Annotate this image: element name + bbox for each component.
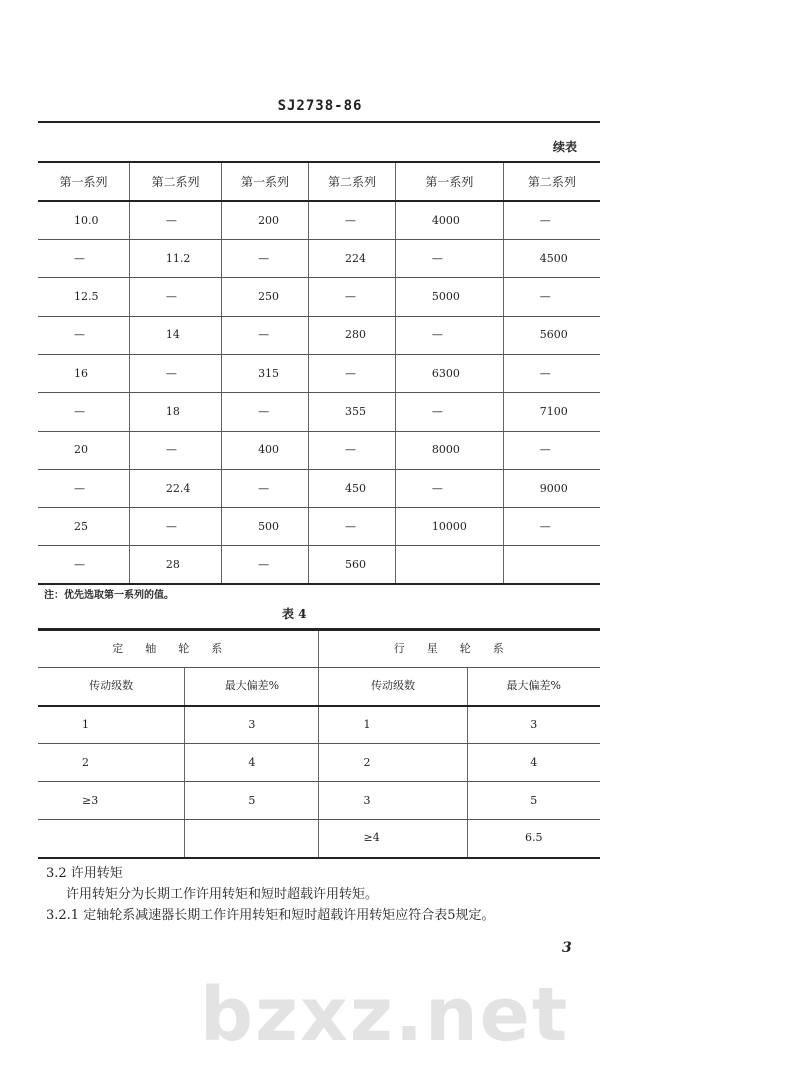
table-row (38, 316, 600, 354)
table-header-row (38, 163, 600, 201)
table-note: 注：优先选取第一系列的值。 (44, 590, 174, 601)
section-heading: 3.2 许用转矩 (46, 866, 123, 881)
table-cell: — (308, 508, 395, 546)
table-cell: 4 (467, 744, 600, 782)
table-cell: 12.5 (38, 278, 129, 316)
table-cell: — (38, 240, 129, 278)
table-cell: — (38, 316, 129, 354)
table-cell: — (503, 201, 600, 239)
table-cell: — (395, 393, 503, 431)
table-cell: 280 (308, 316, 395, 354)
table-caption: 表 4 (282, 607, 307, 621)
table-cell: — (129, 508, 221, 546)
table-cell: 16 (38, 354, 129, 392)
column-header: 传动级数 (319, 668, 467, 706)
table-cell: — (395, 240, 503, 278)
table-cell: 5 (185, 782, 319, 820)
group-header-row (38, 630, 600, 668)
table-row (38, 354, 600, 392)
table-cell: — (38, 393, 129, 431)
table-row (38, 820, 600, 858)
table-cell: 500 (222, 508, 309, 546)
table-cell: ≥3 (38, 782, 185, 820)
table-cell: 4000 (395, 201, 503, 239)
table-cell: — (503, 354, 600, 392)
table-cell: 10000 (395, 508, 503, 546)
table-cell: 1 (38, 706, 185, 744)
table-cell: 355 (308, 393, 395, 431)
series-table (38, 163, 600, 585)
table-cell: 20 (38, 431, 129, 469)
column-header: 第二系列 (129, 163, 221, 201)
paragraph: 许用转矩分为长期工作许用转矩和短时超载许用转矩。 (66, 887, 379, 902)
table-row (38, 546, 600, 584)
table-cell (395, 546, 503, 584)
table-cell: 14 (129, 316, 221, 354)
table-cell: — (222, 546, 309, 584)
table-cell: 450 (308, 469, 395, 507)
table-cell: — (308, 431, 395, 469)
table-cell: 4 (185, 744, 319, 782)
table-cell: 3 (319, 782, 467, 820)
header-rule (38, 121, 600, 123)
column-header: 第二系列 (308, 163, 395, 201)
table-row (38, 393, 600, 431)
table-cell (185, 820, 319, 858)
table-cell: — (222, 469, 309, 507)
table-cell: — (222, 240, 309, 278)
table-cell: 8000 (395, 431, 503, 469)
table-cell: — (503, 508, 600, 546)
column-header: 传动级数 (38, 668, 185, 706)
table-cell: 10.0 (38, 201, 129, 239)
table-cell: 28 (129, 546, 221, 584)
table-cell: — (129, 431, 221, 469)
table-cell: — (38, 546, 129, 584)
watermark: bzxz.net (200, 972, 570, 1058)
table-cell: 1 (319, 706, 467, 744)
column-header: 第一系列 (38, 163, 129, 201)
table-cell (503, 546, 600, 584)
table-cell: — (503, 431, 600, 469)
table-cell: ≥4 (319, 820, 467, 858)
group-header: 行星轮系 (319, 630, 600, 668)
table-cell: — (308, 354, 395, 392)
table-cell: 200 (222, 201, 309, 239)
table-cell: — (222, 316, 309, 354)
table-cell: 560 (308, 546, 395, 584)
table-row (38, 431, 600, 469)
table-cell: 5600 (503, 316, 600, 354)
table-cell: 315 (222, 354, 309, 392)
table-cell: 3 (467, 706, 600, 744)
column-header: 第二系列 (503, 163, 600, 201)
table-cell: 9000 (503, 469, 600, 507)
table-cell: 250 (222, 278, 309, 316)
table-cell: — (503, 278, 600, 316)
table-cell: 18 (129, 393, 221, 431)
table-row (38, 782, 600, 820)
table-cell: 3 (185, 706, 319, 744)
table-cell: 25 (38, 508, 129, 546)
group-header: 定轴轮系 (38, 630, 319, 668)
table-row (38, 508, 600, 546)
table-cell: 2 (38, 744, 185, 782)
table-cell: 11.2 (129, 240, 221, 278)
table-4 (38, 628, 600, 859)
column-header: 第一系列 (222, 163, 309, 201)
table-cell: — (129, 354, 221, 392)
page-number: 3 (562, 940, 572, 956)
table-row (38, 469, 600, 507)
table-cell: 4500 (503, 240, 600, 278)
table-cell: 5000 (395, 278, 503, 316)
table-row (38, 706, 600, 744)
table-cell (38, 820, 185, 858)
column-header: 最大偏差% (185, 668, 319, 706)
table-cell: 224 (308, 240, 395, 278)
table-row (38, 278, 600, 316)
table-cell: — (395, 316, 503, 354)
table-cell: — (308, 201, 395, 239)
paragraph: 3.2.1 定轴轮系减速器长期工作许用转矩和短时超载许用转矩应符合表5规定。 (46, 908, 495, 923)
table-cell: 5 (467, 782, 600, 820)
table-cell: — (129, 201, 221, 239)
table-cell: — (308, 278, 395, 316)
table-cell: 22.4 (129, 469, 221, 507)
table-cell: — (222, 393, 309, 431)
continued-label: 续表 (553, 140, 578, 154)
table-cell: — (129, 278, 221, 316)
table-cell: 7100 (503, 393, 600, 431)
table-row (38, 744, 600, 782)
table-cell: 6.5 (467, 820, 600, 858)
column-header: 第一系列 (395, 163, 503, 201)
table-header-row (38, 668, 600, 706)
table-cell: — (395, 469, 503, 507)
column-header: 最大偏差% (467, 668, 600, 706)
table-cell: 400 (222, 431, 309, 469)
table-cell: 6300 (395, 354, 503, 392)
document-code: SJ2738-86 (277, 98, 363, 114)
table-row (38, 201, 600, 239)
table-cell: 2 (319, 744, 467, 782)
table-row (38, 240, 600, 278)
table-cell: — (38, 469, 129, 507)
